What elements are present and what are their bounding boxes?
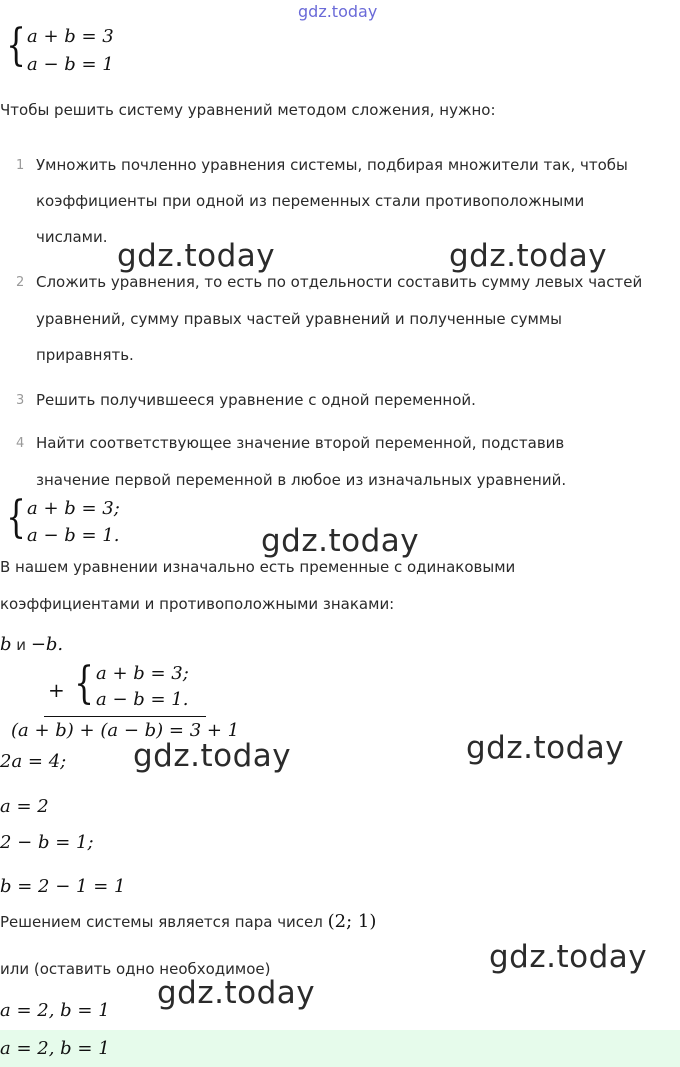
addition-eq2: a − b = 1. [96,689,189,710]
system2-eq2: a − b = 1. [27,525,120,546]
watermark: gdz.today [449,238,608,274]
answer-pair: (2; 1) [327,911,377,932]
step-number-3: 3 [16,393,25,408]
answer-text: Решением системы является пара чисел [0,913,323,931]
answer-line [0,911,376,932]
final-answer-2: a = 2, b = 1 [0,1038,110,1059]
watermark-top: gdz.today [298,2,378,21]
and-word: и [11,636,31,654]
watermark: gdz.today [261,523,420,559]
system1-eq1: a + b = 3 [27,26,114,47]
step-number-1: 1 [16,158,25,173]
system2-eq1: a + b = 3; [27,498,120,519]
solution-step-1: 2a = 4; [0,751,67,772]
addition-rule [44,716,206,717]
system-brace: { [6,492,26,543]
watermark: gdz.today [466,730,625,766]
var-minus-b: −b. [30,634,64,655]
step-1-line-1: Умножить почленно уравнения системы, подбирая множители так, чтобы [36,156,628,174]
addition-eq1: a + b = 3; [96,663,189,684]
solution-step-2: a = 2 [0,796,49,817]
step-number-2: 2 [16,275,25,290]
watermark: gdz.today [133,738,292,774]
para2-line-2: коэффициентами и противоположными знаками: [0,595,395,613]
watermark: gdz.today [117,238,276,274]
step-number-4: 4 [16,436,25,451]
step-4-line-1: Найти соответствующее значение второй переменной, подставив [36,434,565,452]
or-text: или (оставить одно необходимое) [0,960,271,978]
step-4-line-2: значение первой переменной в любое из изначальных уравнений. [36,471,567,489]
step-3-line-1: Решить получившееся уравнение с одной переменной. [36,391,476,409]
addition-sum: (a + b) + (a − b) = 3 + 1 [11,720,240,741]
step-2-line-1: Сложить уравнения, то есть по отдельности составить сумму левых частей [36,273,643,291]
variables-line [0,634,63,655]
watermark: gdz.today [157,975,316,1011]
system-brace: { [74,658,94,709]
var-b: b [0,634,12,655]
watermark: gdz.today [489,939,648,975]
solution-step-3: 2 − b = 1; [0,832,94,853]
step-1-line-3: числами. [36,228,108,246]
final-answer-1: a = 2, b = 1 [0,1000,110,1021]
plus-sign: + [48,678,65,702]
para2-line-1: В нашем уравнении изначально есть пременные с одинаковыми [0,558,516,576]
step-2-line-2: уравнений, сумму правых частей уравнений и полученные суммы [36,310,562,328]
system-brace: { [6,20,26,71]
intro-text: Чтобы решить систему уравнений методом сложения, нужно: [0,101,496,119]
step-2-line-3: приравнять. [36,346,134,364]
step-1-line-2: коэффициенты при одной из переменных стали противоположными [36,192,585,210]
system1-eq2: a − b = 1 [27,54,114,75]
solution-step-4: b = 2 − 1 = 1 [0,876,126,897]
